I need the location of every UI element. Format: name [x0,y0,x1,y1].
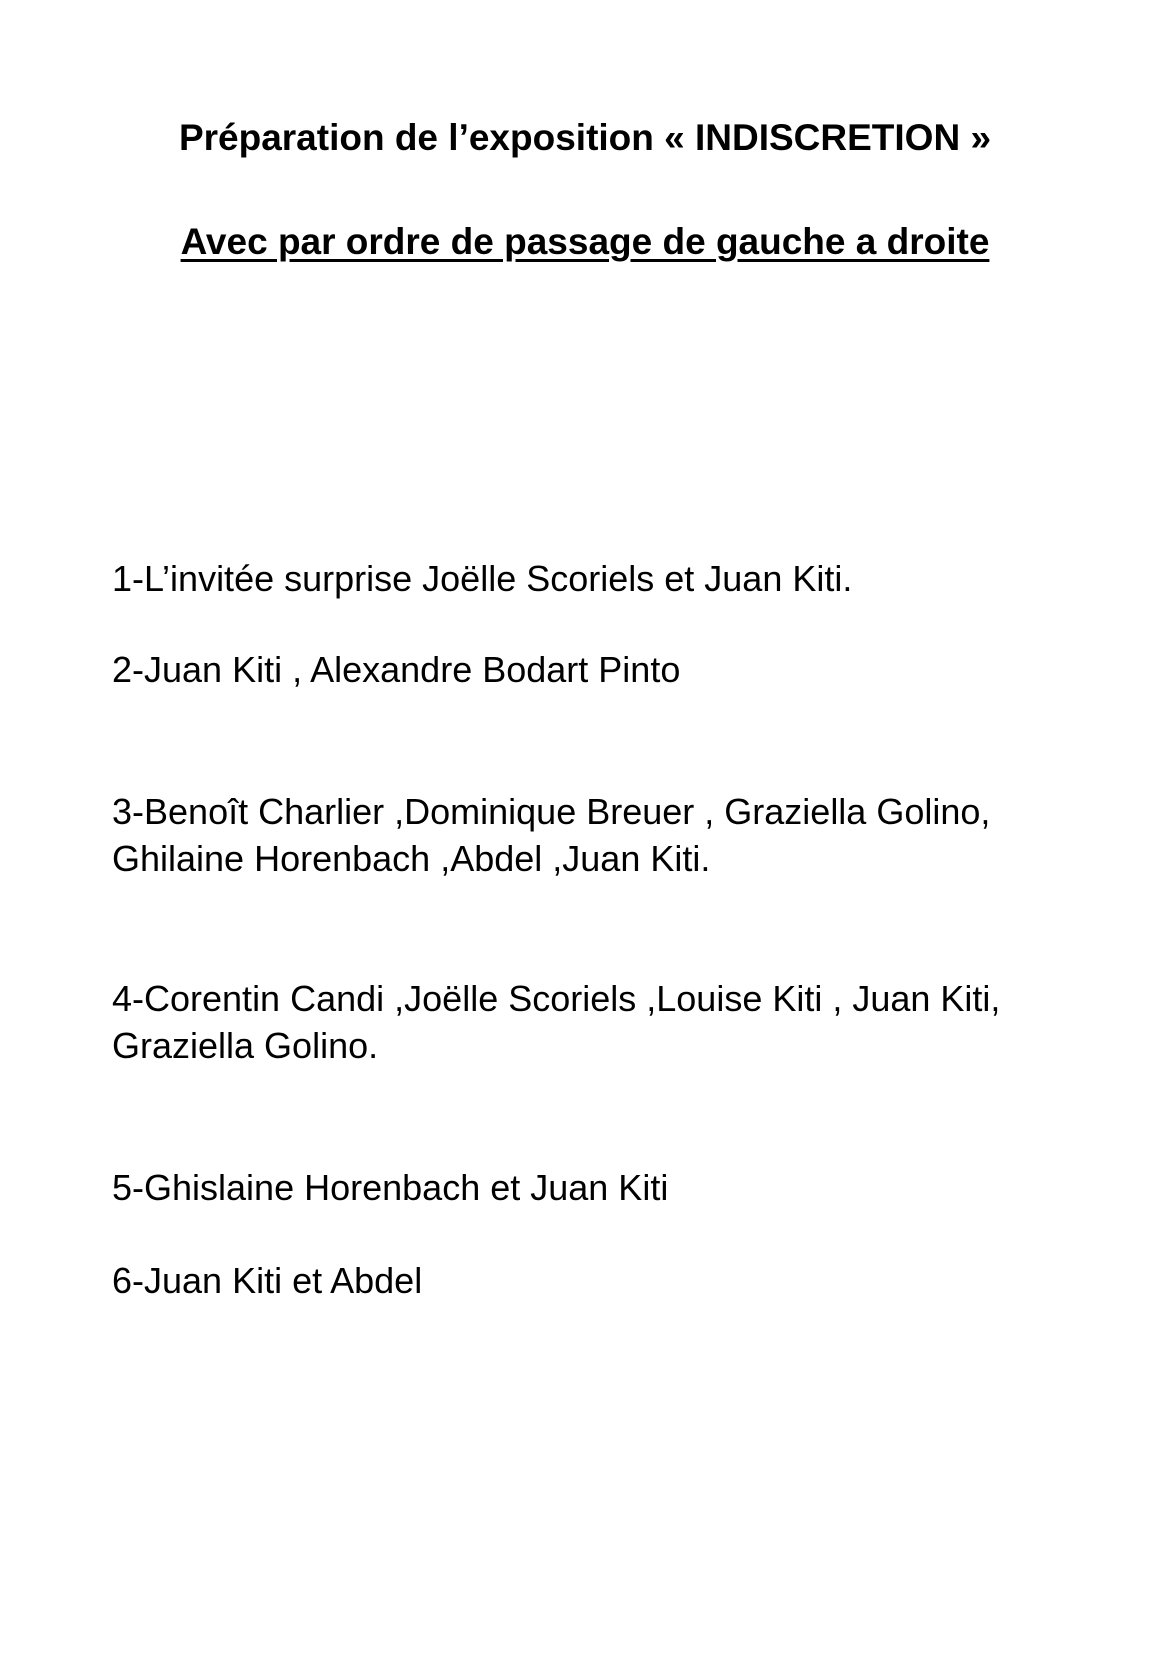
list-item: 6-Juan Kiti et Abdel [112,1260,423,1301]
list-item: 4-Corentin Candi ,Joëlle Scoriels ,Louise Kiti , Juan Kiti, Graziella Golino. [112,978,1001,1066]
document-title: Préparation de l’exposition « INDISCRETION » [178,117,992,158]
list-item: 1-L’invitée surprise Joëlle Scoriels et Juan Kiti. [112,558,853,599]
document-subtitle: Avec par ordre de passage de gauche a droite [180,221,990,262]
list-item: 3-Benoît Charlier ,Dominique Breuer , Graziella Golino, Ghilaine Horenbach ,Abdel ,Juan Kiti. [112,791,991,879]
list-item: 2-Juan Kiti , Alexandre Bodart Pinto [112,649,681,690]
list-item: 5-Ghislaine Horenbach et Juan Kiti [112,1167,669,1208]
